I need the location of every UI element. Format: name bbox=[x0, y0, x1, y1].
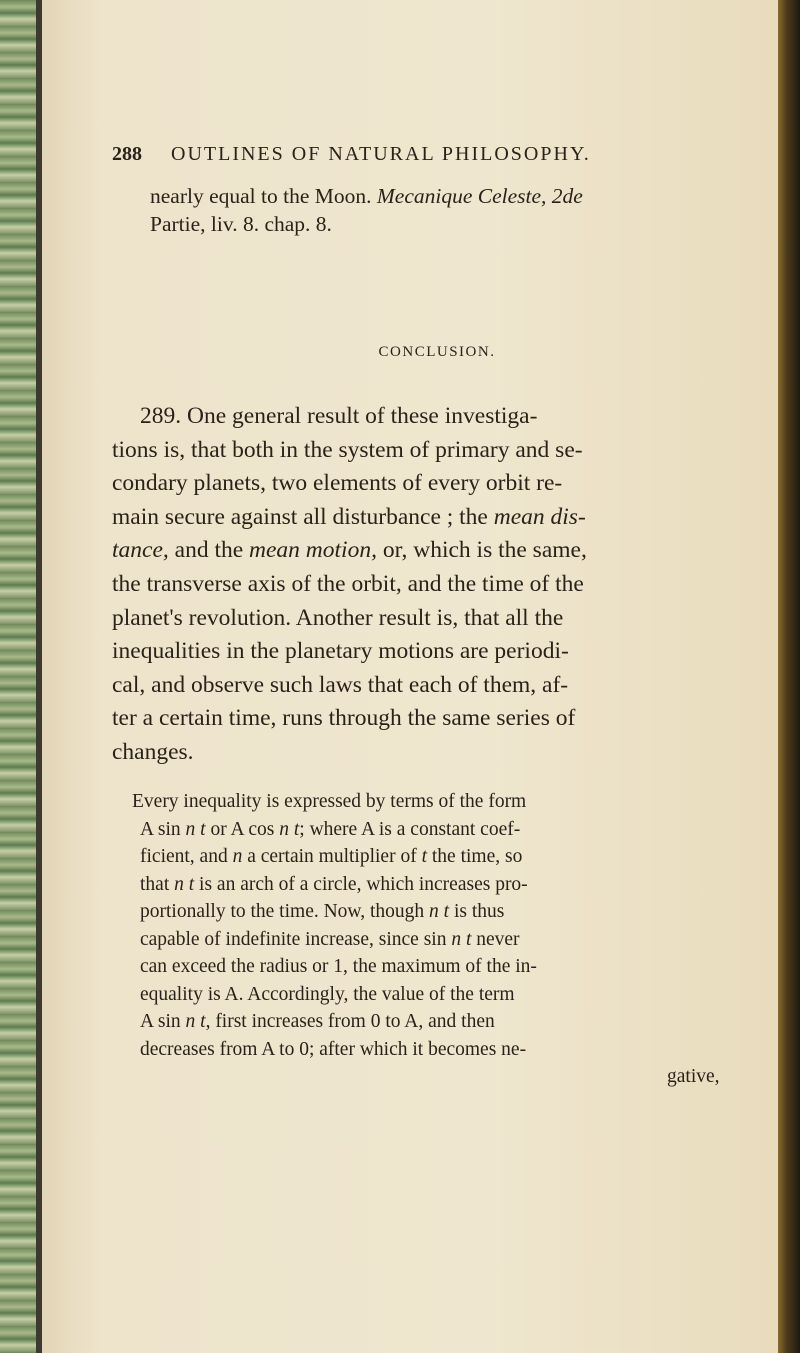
paragraph-line: planet's revolution. Another result is, that all the bbox=[112, 604, 564, 631]
page-number: 288 bbox=[112, 143, 142, 165]
intro-continuation bbox=[112, 182, 762, 238]
main-paragraph bbox=[112, 400, 762, 770]
book-binding bbox=[0, 0, 42, 1353]
running-title: OUTLINES OF NATURAL PHILOSOPHY. bbox=[171, 143, 591, 165]
note-line: decreases from A to 0; after which it becomes ne- bbox=[140, 1038, 527, 1060]
intro-line: Partie, liv. 8. chap. 8. bbox=[150, 212, 332, 236]
note-line: portionally to the time. Now, though n t is thus bbox=[140, 901, 505, 922]
paragraph-line: cal, and observe such laws that each of them, af- bbox=[112, 671, 569, 698]
note-line: A sin n t or A cos n t; where A is a constant coef- bbox=[140, 818, 521, 840]
page-edge bbox=[778, 0, 800, 1353]
paragraph-line: inequalities in the planetary motions are periodi- bbox=[112, 638, 569, 665]
note-line: A sin n t, first increases from 0 to A, and then bbox=[140, 1011, 495, 1032]
paragraph-line: 289. One general result of these investiga- bbox=[140, 403, 538, 429]
paragraph-line: changes. bbox=[112, 738, 194, 765]
note-line: capable of indefinite increase, since sin n t never bbox=[140, 928, 520, 950]
note-line: gative, bbox=[667, 1066, 720, 1087]
running-head bbox=[112, 143, 712, 166]
paragraph-line: tions is, that both in the system of primary and se- bbox=[112, 436, 583, 463]
footnote bbox=[112, 788, 762, 1091]
section-heading: CONCLUSION. bbox=[378, 344, 496, 360]
note-line: ficient, and n a certain multiplier of t the time, so bbox=[140, 846, 523, 867]
paragraph-line: ter a certain time, runs through the same series of bbox=[112, 705, 576, 732]
intro-line: nearly equal to the Moon. Mecanique Celeste, 2de bbox=[150, 184, 583, 208]
note-line: Every inequality is expressed by terms of the form bbox=[132, 791, 527, 812]
paragraph-line: the transverse axis of the orbit, and the time of the bbox=[112, 570, 584, 597]
note-line: equality is A. Accordingly, the value of the term bbox=[140, 983, 515, 1005]
paragraph-line: tance, and the mean motion, or, which is the same, bbox=[112, 537, 587, 564]
paragraph-line: main secure against all disturbance ; the mean dis- bbox=[112, 503, 586, 530]
note-line: can exceed the radius or 1, the maximum of the in- bbox=[140, 956, 537, 977]
note-line: that n t is an arch of a circle, which increases pro- bbox=[140, 873, 528, 895]
paragraph-line: condary planets, two elements of every orbit re- bbox=[112, 470, 563, 497]
